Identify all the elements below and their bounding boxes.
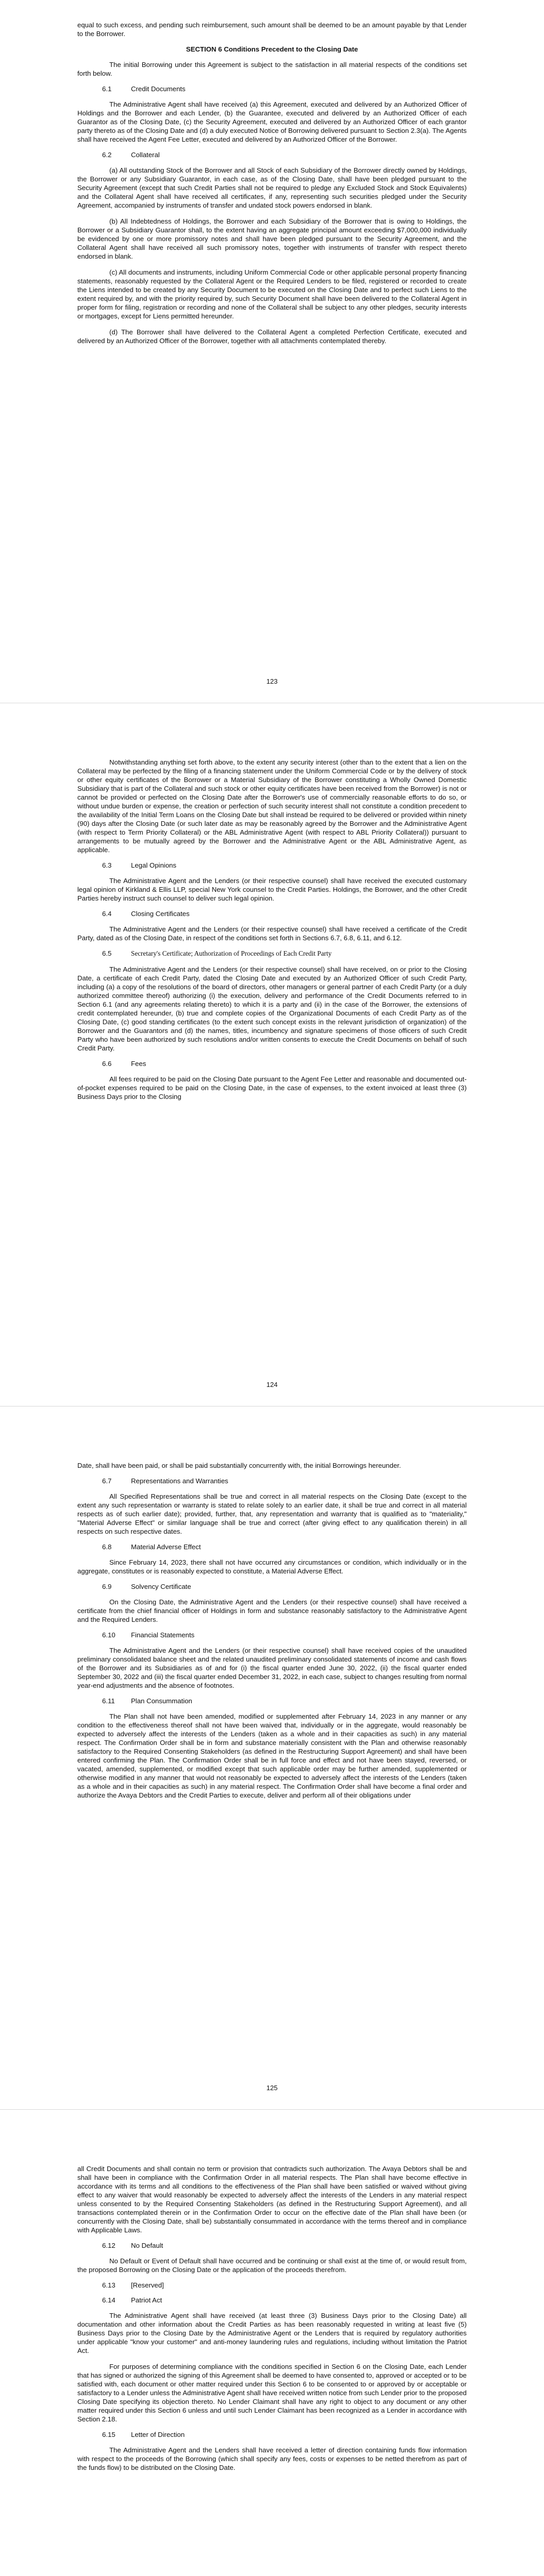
subsection-number: 6.7 — [102, 1477, 112, 1485]
paragraph: All Specified Representations shall be true and correct in all material respects on the Closing Date (except to the extent any such representation or warranty is stated to relate solely to an earlier date, it shall be true and correct in all material respects as of such earlier date); provided, further, that, any representation and warranty that is qualified as to "materiality," "Material Adverse Effect" or similar language shall be true and correct (after giving effect to any qualification therein) in all respects on such respective dates. — [77, 1493, 467, 1535]
subsection-title: No Default — [131, 2242, 163, 2249]
subsection-number: 6.2 — [102, 151, 112, 159]
subsection-title: Representations and Warranties — [131, 1477, 228, 1485]
paragraph: The Administrative Agent shall have received (a) this Agreement, executed and delivered by an Authorized Officer of Holdings and the Borrower and each Lender, (b) the Guarantee, executed and delivered by an Authorized Officer of each Guarantor as of the Closing Date, (c) the Security Agreement, executed and delivered by an Authorized Officer of each grantor party thereto as of the Closing Date and (d) a duly executed Notice of Borrowing delivered pursuant to Section 2.3(a). The Agents shall have received the Agent Fee Letter, executed and delivered by an Authorized Officer of the Borrower. — [77, 100, 467, 143]
paragraph: Notwithstanding anything set forth above, to the extent any security interest (other than to the extent that a lien on the Collateral may be perfected by the filing of a financing statement under the Uniform Commercial Code or by the delivery of stock or other equity certificates of the Borrower or a Material Subsidiary of the Borrower constituting a Wholly Owned Domestic Subsidiary that is part of the Collateral and such stock or other equity certificates have been received from the Borrower) is not or cannot be provided or perfected on the Closing Date after the Borrower's use of commercially reasonable efforts to do so, or without undue burden or expense, the creation or perfection of such security interest shall not constitute a condition precedent to the availability of the Initial Term Loans on the Closing Date but shall instead be required to be delivered or provided within ninety (90) days after the Closing Date (or such later date as may be reasonably agreed by the Borrower and the Administrative Agent (with respect to Term Priority Collateral) or the ABL Administrative Agent (with respect to ABL Priority Collateral)) pursuant to arrangements to be mutually agreed by the Borrower and the Administrative Agent or the ABL Administrative Agent, as applicable. — [77, 758, 467, 854]
subsection-number: 6.14 — [102, 2296, 116, 2304]
subsection-title: Credit Documents — [131, 85, 186, 93]
subsection-heading — [77, 910, 467, 918]
subsection-title: Collateral — [131, 151, 160, 159]
subsection-number: 6.11 — [102, 1697, 115, 1705]
document-page — [0, 2110, 544, 2576]
paragraph: No Default or Event of Default shall have occurred and be continuing or shall exist at the time of, or would result from, the proposed Borrowing on the Closing Date or the application of the proceeds therefrom. — [77, 2257, 467, 2274]
subsection-number: 6.3 — [102, 861, 112, 869]
paragraph: The initial Borrowing under this Agreement is subject to the satisfaction in all material respects of the conditions set forth below. — [77, 61, 467, 77]
clause-paragraph: (c) All documents and instruments, including Uniform Commercial Code or other applicable personal property financing statements, reasonably requested by the Collateral Agent or the Required Lenders to be filed, registered or recorded to create the Liens intended to be created by any Security Document to be executed on the Closing Date and to perfect such Liens to the extent required by, and with the priority required by, such Security Document shall have been delivered to the Collateral Agent in proper form for filing, registration or recording and none of the Collateral shall be subject to any other pledges, security interests or mortgages, except for Liens permitted hereunder. — [77, 268, 467, 320]
paragraph: For purposes of determining compliance with the conditions specified in Section 6 on the Closing Date, each Lender that has signed or authorized the signing of this Agreement shall be deemed to have consented to, approved or accepted or to be satisfied with, each document or other matter required under this Section 6 to be consented to or approved by or acceptable or satisfactory to a Lender unless the Administrative Agent shall have received written notice from such Lender prior to the proposed Closing Date specifying its objection thereto. No Lender Claimant shall have any right to object to any document or any other matter required under this Section 6 unless and until such Lender Claimant has been recognized as a Lender in accordance with Section 2.18. — [77, 2363, 467, 2423]
document-page — [0, 1406, 544, 2110]
subsection-number: 6.1 — [102, 85, 112, 93]
document-page — [0, 0, 544, 703]
subsection-number: 6.10 — [102, 1631, 116, 1639]
subsection-heading — [77, 1583, 467, 1590]
subsection-title: Financial Statements — [131, 1631, 195, 1639]
paragraph: Date, shall have been paid, or shall be paid substantially concurrently with, the initial Borrowings hereunder. — [77, 1462, 401, 1469]
page-number: 125 — [266, 2084, 278, 2092]
subsection-heading — [77, 861, 467, 869]
subsection-number: 6.13 — [102, 2281, 116, 2289]
subsection-heading — [77, 1477, 467, 1485]
paragraph: The Administrative Agent and the Lenders (or their respective counsel) shall have received a certificate of the Credit Party, dated as of the Closing Date, in respect of the conditions set forth in Sections 6.7, 6.8, 6.11, and 6.12. — [77, 925, 467, 942]
subsection-title: Solvency Certificate — [131, 1583, 191, 1590]
paragraph: Since February 14, 2023, there shall not have occurred any circumstances or condition, which individually or in the aggregate, constitutes or is reasonably expected to constitute, a Material Adverse Effect. — [77, 1558, 467, 1575]
subsection-heading — [77, 1697, 467, 1705]
subsection-title: Secretary's Certificate; Authorization of Proceedings of Each Credit Party — [131, 950, 332, 957]
subsection-title: Legal Opinions — [131, 861, 176, 869]
subsection-heading — [77, 2296, 467, 2304]
paragraph: On the Closing Date, the Administrative Agent and the Lenders (or their respective counsel) shall have received a certificate from the chief financial officer of Holdings in form and substance reasonably satisfactory to the Administrative Agent and the Required Lenders. — [77, 1598, 467, 1623]
clause-paragraph: (a) All outstanding Stock of the Borrower and all Stock of each Subsidiary of the Borrower directly owned by Holdings, the Borrower or any Subsidiary Guarantor, in each case, as of the Closing Date, shall have been pledged pursuant to the Security Agreement (except that such Credit Parties shall not be required to pledge any Excluded Stock and Stock Equivalents) and the Collateral Agent shall have received all certificates, if any, representing such securities pledged under the Security Agreement, accompanied by instruments of transfer and undated stock powers endorsed in blank. — [77, 166, 467, 209]
paragraph: The Administrative Agent shall have received (at least three (3) Business Days prior to the Closing Date) all documentation and other information about the Credit Parties as has been reasonably requested in writing at least five (5) Business Days prior to the Closing Date by the Administrative Agent or the Lenders that is required by regulatory authorities under applicable "know your customer" and anti-money laundering rules and regulations, including without limitation the Patriot Act. — [77, 2312, 467, 2354]
paragraph: The Administrative Agent and the Lenders shall have received a letter of direction containing funds flow information with respect to the proceeds of the Borrowing (which shall specify any fees, costs or expenses to be netted therefrom as part of the funds flow) to be distributed on the Closing Date. — [77, 2446, 467, 2471]
subsection-number: 6.6 — [102, 1060, 112, 1067]
paragraph: The Administrative Agent and the Lenders (or their respective counsel) shall have received copies of the unaudited preliminary consolidated balance sheet and the related unaudited preliminary consolidated statements of income and cash flows of the Borrower and its Subsidiaries as of and for (i) the fiscal quarter ended June 30, 2022, (ii) the fiscal quarter ended September 30, 2022 and (iii) the fiscal quarter ended December 31, 2022, in each case, subject to changes resulting from normal year-end adjustments and the absence of footnotes. — [77, 1647, 467, 1689]
subsection-title: Plan Consummation — [131, 1697, 192, 1705]
subsection-title: [Reserved] — [131, 2281, 164, 2289]
paragraph: The Administrative Agent and the Lenders (or their respective counsel) shall have received the executed customary legal opinion of Kirkland & Ellis LLP, special New York counsel to the Credit Parties. Holdings, the Borrower, and the other Credit Parties hereby instruct such counsel to deliver such legal opinion. — [77, 877, 467, 902]
subsection-title: Patriot Act — [131, 2296, 162, 2304]
subsection-heading — [77, 151, 467, 159]
subsection-heading — [77, 2242, 467, 2249]
paragraph: All fees required to be paid on the Closing Date pursuant to the Agent Fee Letter and reasonable and documented out-of-pocket expenses required to be paid on the Closing Date, in the case of expenses, to the extent invoiced at least three (3) Business Days prior to the Closing — [77, 1075, 467, 1100]
paragraph: all Credit Documents and shall contain no term or provision that contradicts such authorization. The Avaya Debtors shall be and shall have been in compliance with the Confirmation Order in all material respects. The Plan shall have become effective in accordance with its terms and all conditions to the effectiveness of the Plan shall have been satisfied or waived without giving effect to any waiver that would reasonably be expected to adversely affect the interests of the Lenders in any material respect unless consented to by the Required Consenting Stakeholders (as defined in the Restructuring Support Agreement), and all transactions contemplated therein or in the Confirmation Order to occur on the effective date of the Plan shall have been (or concurrently with the Closing Date, shall be) substantially consummated in accordance with the terms thereof and in compliance with Applicable Laws. — [77, 2165, 467, 2234]
subsection-title: Letter of Direction — [131, 2431, 185, 2438]
subsection-heading — [77, 1543, 467, 1551]
subsection-heading — [77, 950, 467, 958]
subsection-number: 6.5 — [102, 950, 112, 957]
document-page — [0, 703, 544, 1406]
section-heading: SECTION 6 Conditions Precedent to the Closing Date — [186, 45, 358, 53]
paragraph: equal to such excess, and pending such reimbursement, such amount shall be deemed to be an amount payable by that Lender to the Borrower. — [77, 21, 467, 38]
subsection-heading — [77, 2281, 467, 2289]
clause-paragraph: (d) The Borrower shall have delivered to the Collateral Agent a completed Perfection Certificate, executed and delivered by an Authorized Officer of the Borrower, together with all attachments contemplated thereby. — [77, 328, 467, 345]
paragraph: The Plan shall not have been amended, modified or supplemented after February 14, 2023 in any manner or any condition to the effectiveness thereof shall not have been waived that, individually or in the aggregate, would reasonably be expected to adversely affect the interests of the Lenders (taken as a whole and in their capacities as such) in any material respect. The Confirmation Order shall be in form and substance materially consistent with the Plan and otherwise reasonably satisfactory to the Required Consenting Stakeholders (as defined in the Restructuring Support Agreement) and shall have been entered confirming the Plan. The Confirmation Order shall be in full force and effect and not have been stayed, reversed, or vacated, amended, supplemented, or modified except that such applicable order may be further amended, supplemented or otherwise modified in any manner that would not reasonably be expected to adversely affect the interests of the Lenders (taken as a whole and in their capacities as such) in any material respect. The Confirmation Order shall have become a final order and authorize the Avaya Debtors and the Credit Parties to execute, deliver and perform all of their obligations under — [77, 1713, 467, 1799]
subsection-number: 6.15 — [102, 2431, 116, 2438]
subsection-number: 6.4 — [102, 910, 112, 918]
subsection-heading — [77, 2431, 467, 2438]
subsection-title: Closing Certificates — [131, 910, 190, 918]
subsection-title: Material Adverse Effect — [131, 1543, 201, 1551]
page-number: 124 — [266, 1381, 278, 1388]
subsection-heading — [77, 85, 467, 93]
paragraph: The Administrative Agent and the Lenders (or their respective counsel) shall have received, on or prior to the Closing Date, a certificate of each Credit Party, dated the Closing Date and executed by an Authorized Officer of such Credit Party, including (a) a copy of the resolutions of the board of directors, other managers or general partner of each Credit Party (or a duly authorized committee thereof) authorizing (i) the execution, delivery and performance of the Credit Documents referred to in Section 6.1 (and any agreements relating thereto) to which it is a party and (ii) in the case of the Borrower, the extensions of credit contemplated hereunder, (b) true and complete copies of the Organizational Documents of each Credit Party as of the Closing Date, (c) good standing certificates (to the extent such concept exists in the relevant jurisdiction of organization) of the Borrower and the Guarantors and (d) the names, titles, incumbency and signature specimens of those officers of such Credit Party who have been authorized by such resolutions and/or written consents to execute the Credit Documents on behalf of such Credit Party. — [77, 965, 467, 1052]
subsection-heading — [77, 1060, 467, 1067]
subsection-number: 6.8 — [102, 1543, 112, 1551]
subsection-number: 6.9 — [102, 1583, 112, 1590]
subsection-heading — [77, 1631, 467, 1639]
clause-paragraph: (b) All Indebtedness of Holdings, the Borrower and each Subsidiary of the Borrower that is owing to Holdings, the Borrower or a Subsidiary Guarantor shall, to the extent having an aggregate principal amount exceeding $7,000,000 individually be evidenced by one or more promissory notes and shall have been pledged pursuant to the Security Agreement, and the Collateral Agent shall have received all such promissory notes, together with instruments of transfer with respect thereto endorsed in blank. — [77, 217, 467, 260]
subsection-title: Fees — [131, 1060, 146, 1067]
page-number: 123 — [266, 677, 278, 685]
subsection-number: 6.12 — [102, 2242, 116, 2249]
